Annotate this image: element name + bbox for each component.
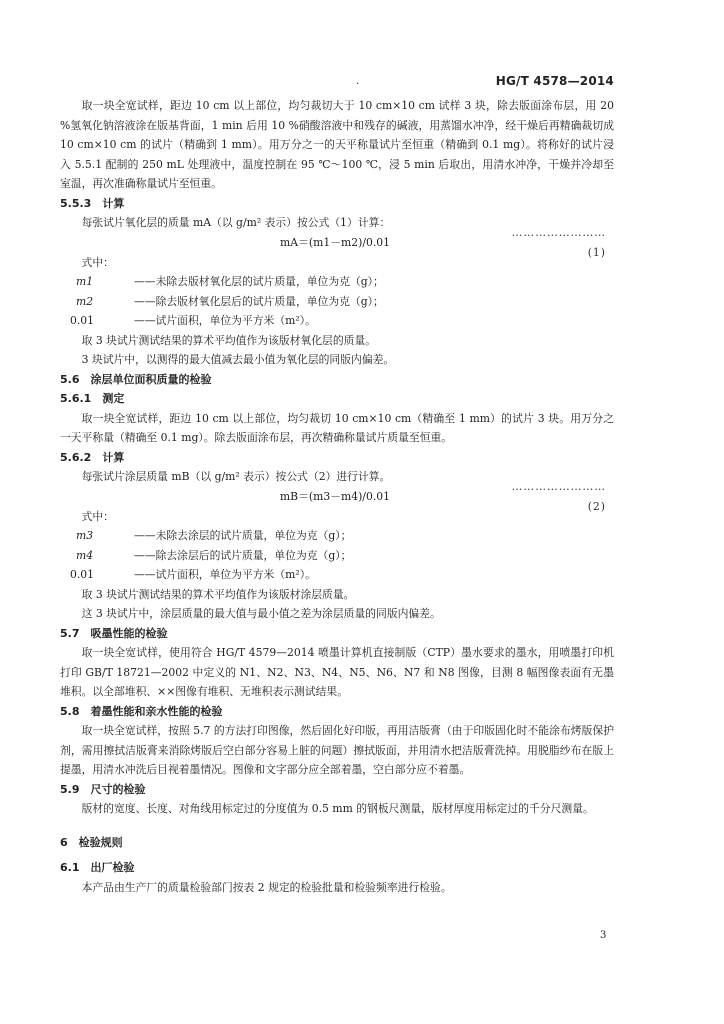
section-heading: 6.1 出厂检验 — [60, 861, 135, 874]
formula-expression: mA＝(m1－m2)/0.01 — [280, 235, 390, 249]
where-label: 式中： — [81, 509, 114, 523]
paragraph: 取 3 块试片测试结果的算术平均值作为该版材氧化层的质量。 — [81, 333, 377, 347]
formula-number: …………………… (1) — [511, 226, 606, 259]
formula-1 — [60, 226, 614, 259]
variable-definition — [60, 526, 614, 546]
variable-symbol: m1 — [76, 275, 94, 288]
chapter-heading: 6 检验规则 — [60, 835, 123, 849]
section-heading: 5.6.1 测定 — [60, 392, 125, 405]
paragraph: 每张试片涂层质量 mB（以 g/m² 表示）按公式（2）进行计算。 — [81, 470, 391, 483]
standard-number: HG/T 4578—2014 — [495, 74, 614, 88]
variable-symbol: 0.01 — [70, 314, 95, 327]
paragraph: 本产品由生产厂的质量检验部门按表 2 规定的检验批量和检验频率进行检验。 — [81, 880, 452, 894]
section-heading: 5.6 涂层单位面积质量的检验 — [60, 372, 212, 386]
section-heading: 5.6.2 计算 — [60, 450, 125, 464]
variable-description: ——除去涂层后的试片质量，单位为克（g）； — [134, 548, 352, 562]
page-number: 3 — [600, 930, 607, 941]
variable-description: ——未除去涂层的试片质量，单位为克（g）； — [134, 529, 352, 542]
variable-definition — [60, 565, 614, 585]
formula-number: …………………… (2) — [511, 480, 606, 513]
section-heading: 5.8 着墨性能和亲水性能的检验 — [60, 704, 223, 718]
variable-description: ——除去版材氧化层后的试片质量，单位为克（g）； — [134, 294, 384, 308]
where-label: 式中： — [81, 255, 114, 269]
paragraph: 取 3 块试片测试结果的算术平均值作为该版材涂层质量。 — [81, 587, 355, 601]
body-text — [60, 96, 614, 897]
variable-symbol: m3 — [76, 529, 94, 542]
paragraph: 每张试片氧化层的质量 mA（以 g/m² 表示）按公式（1）计算： — [81, 216, 391, 229]
variable-definition — [60, 292, 614, 312]
variable-symbol: m4 — [76, 548, 94, 562]
variable-symbol: 0.01 — [70, 568, 95, 581]
formula-expression: mB＝(m3－m4)/0.01 — [279, 489, 390, 503]
variable-definition — [60, 311, 614, 331]
section-heading: 5.7 吸墨性能的检验 — [60, 626, 168, 640]
section-heading: 5.9 尺寸的检验 — [60, 782, 146, 796]
section-heading: 5.5.3 计算 — [60, 196, 125, 210]
variable-definition — [60, 272, 614, 292]
paragraph: 取一块全宽试样，使用符合 HG/T 4579—2014 喷墨计算机直接制版（CTP）墨水要求的墨水，用喷墨打印机打印 GB/T 18721—2002 中定义的 N1、N2、N3、N4、N5、N6、N7 和 N8 图像，目测 8 幅图像表面有无墨堆积。以全部堆积、××图像有堆积、无堆积表示测试结果。 — [60, 646, 614, 698]
variable-symbol: m2 — [76, 294, 94, 308]
header-dot: . — [356, 76, 360, 87]
variable-description: ——试片面积，单位为平方米（m²）。 — [134, 568, 316, 581]
paragraph: 这 3 块试片中，涂层质量的最大值与最小值之差为涂层质量的同版内偏差。 — [81, 607, 441, 620]
variable-description: ——试片面积，单位为平方米（m²）。 — [134, 314, 316, 327]
variable-definition — [60, 546, 614, 566]
paragraph: 取一块全宽试样，距边 10 cm 以上部位，均匀裁切 10 cm×10 cm（精确至 1 mm）的试片 3 块。用万分之一天平称量（精确至 0.1 mg）。除去版面涂布层，再次精确称量试片质量至恒重。 — [60, 411, 614, 444]
variable-description: ——未除去版材氧化层的试片质量，单位为克（g）； — [134, 275, 384, 288]
paragraph: 3 块试片中，以测得的最大值减去最小值为氧化层的同版内偏差。 — [81, 353, 395, 366]
paragraph: 取一块全宽试样，距边 10 cm 以上部位，均匀裁切大于 10 cm×10 cm 试样 3 块，除去版面涂布层，用 20 %氢氧化钠溶液涂在版基背面，1 min 后用 10 %硝酸溶液中和残存的碱液，用蒸馏水冲净，经干燥后再精确裁切成 10 cm×10 cm 的试片（精确到 1 mm）。用万分之一的天平称量试片至恒重（精确到 0.1 mg）。将称好的试片浸入 5.5.1 配制的 250 mL 处理液中，温度控制在 95 ℃～100 ℃，浸 5 min 后取出，用清水冲净，干燥并冷却至室温，再次准确称量试片至恒重。 — [60, 99, 614, 190]
paragraph: 取一块全宽试样，按照 5.7 的方法打印图像，然后固化好印版，再用洁版膏（由于印版固化时不能涂布烤版保护剂，需用擦拭洁版膏来消除烤版后空白部分容易上脏的问题）擦拭版面，并用清水把洁版膏洗掉。用脱脂纱布在版上提墨，用清水冲洗后目视着墨情况。图像和文字部分应全部着墨，空白部分应不着墨。 — [60, 724, 614, 776]
paragraph: 版材的宽度、长度、对角线用标定过的分度值为 0.5 mm 的钢板尺测量，版材厚度用标定过的千分尺测量。 — [81, 802, 594, 815]
formula-2 — [60, 480, 614, 513]
